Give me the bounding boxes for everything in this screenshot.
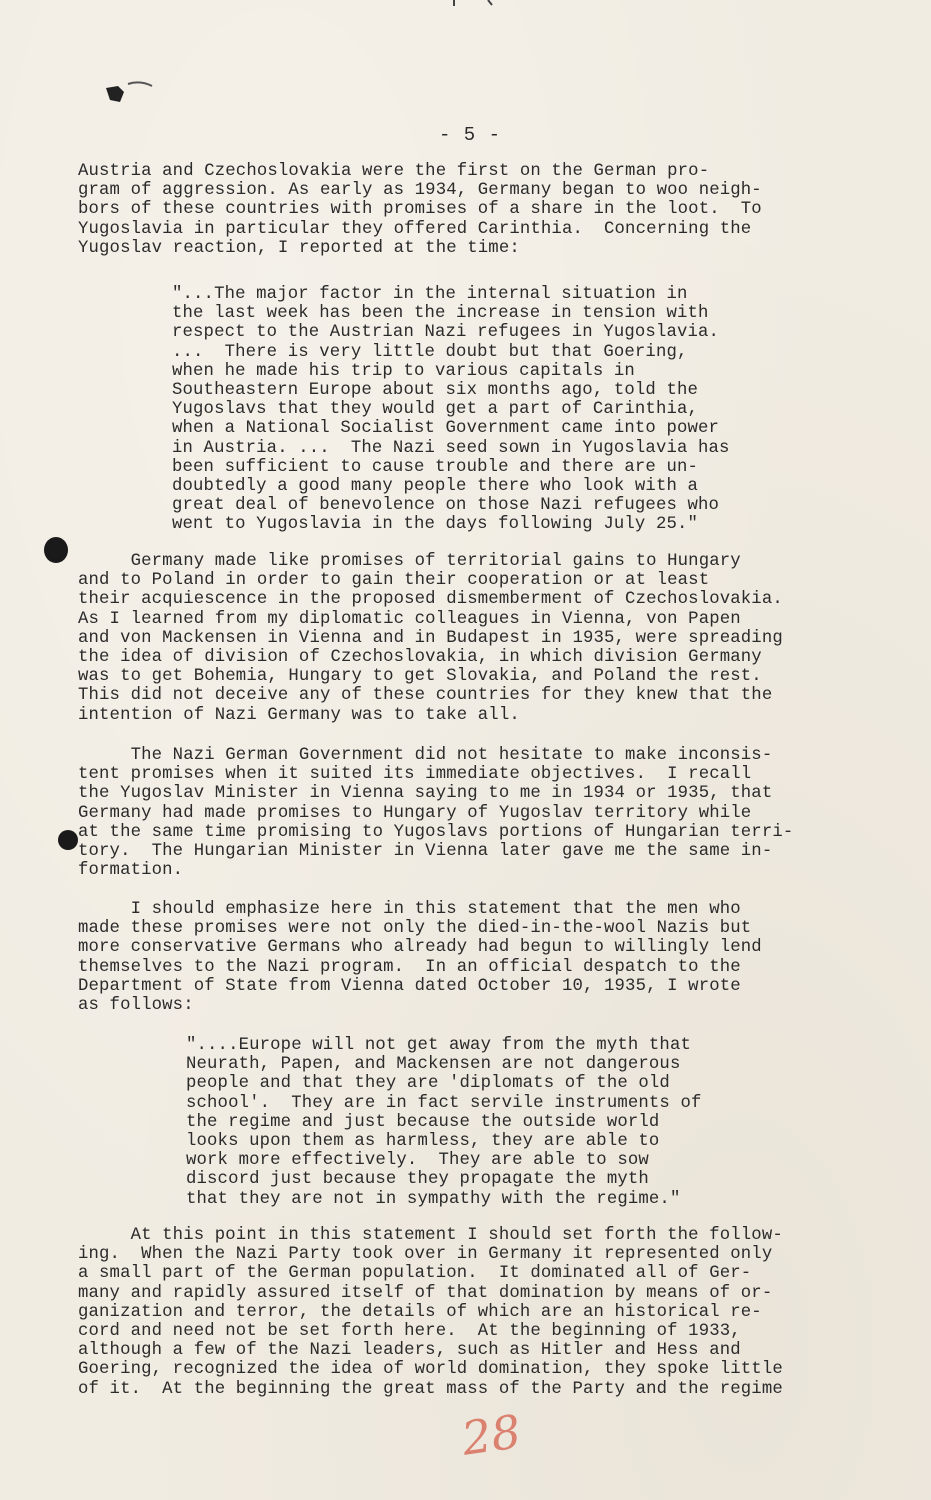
block-quote-2: "....Europe will not get away from the myth that Neurath, Papen, and Mackensen are not dangerous people and that they are 'diplomats of the old school'. They are in fact servile instruments of the regime and just because the outside world looks upon them as harmless, they are able to work more effectively. They are able to sow discord just because they propagate the myth that they are not in sympathy with the regime."	[186, 1036, 702, 1209]
page-number: - 5 -	[438, 124, 501, 146]
punch-hole	[44, 537, 68, 563]
punch-hole	[58, 830, 78, 850]
staple-mark-icon	[100, 78, 160, 108]
paragraph-1: Austria and Czechoslovakia were the first on the German pro- gram of aggression. As early as 1934, Germany began to woo neigh- bors of these countries with promises of a share in the loot. To Yugoslavia in particular they offered Carinthia. Concerning the Yugoslav reaction, I reported at the time:	[78, 162, 762, 258]
paragraph-5: At this point in this statement I should set forth the follow- ing. When the Nazi Party took over in Germany it represented only a small part of the German population. It dominated all of Ger- many and rapidly assured itself of that domination by means of or- ganization and terror, the details of which are an historical re- cord and need not be set forth here. At the beginning of 1933, although a few of the Nazi leaders, such as Hitler and Hess and Goering, recognized the idea of world domination, they spoke little of it. At the beginning the great mass of the Party and the regime	[78, 1226, 783, 1399]
handwritten-page-number: 28	[458, 1404, 525, 1466]
paragraph-3: The Nazi German Government did not hesitate to make inconsis- tent promises when it suited its immediate objectives. I recall the Yugoslav Minister in Vienna saying to me in 1934 or 1935, that Germany had made promises to Hungary of Yugoslav territory while at the same time promising to Yugoslavs portions of Hungarian terri- tory. The Hungarian Minister in Vienna later gave me the same in- formation.	[78, 746, 794, 881]
paragraph-2: Germany made like promises of territorial gains to Hungary and to Poland in order to gain their cooperation or at least their acquiescence in the proposed dismemberment of Czechoslovakia. As I learned from my diplomatic colleagues in Vienna, von Papen and von Mackensen in Vienna and in Budapest in 1935, were spreading the idea of division of Czechoslovakia, in which division Germany was to get Bohemia, Hungary to get Slovakia, and Poland the rest. This did not deceive any of these countries for they knew that the intention of Nazi Germany was to take all.	[78, 552, 783, 725]
top-edge-marks	[448, 0, 508, 16]
paragraph-4: I should emphasize here in this statement that the men who made these promises were not only the died-in-the-wool Nazis but more conservative Germans who already had begun to willingly lend themselves to the Nazi program. In an official despatch to the Department of State from Vienna dated October 10, 1935, I wrote as follows:	[78, 900, 762, 1016]
block-quote-1: "...The major factor in the internal situation in the last week has been the increase in tension with respect to the Austrian Nazi refugees in Yugoslavia. ... There is very little doubt but that Goering, when he made his trip to various capitals in Southeastern Europe about six months ago, told the Yugoslavs that they would get a part of Carinthia, when a National Socialist Government came into power in Austria. ... The Nazi seed sown in Yugoslavia has been sufficient to cause trouble and there are un- doubtedly a good many people there who look with a great deal of benevolence on those Nazi refugees who went to Yugoslavia in the days following July 25."	[172, 285, 730, 535]
